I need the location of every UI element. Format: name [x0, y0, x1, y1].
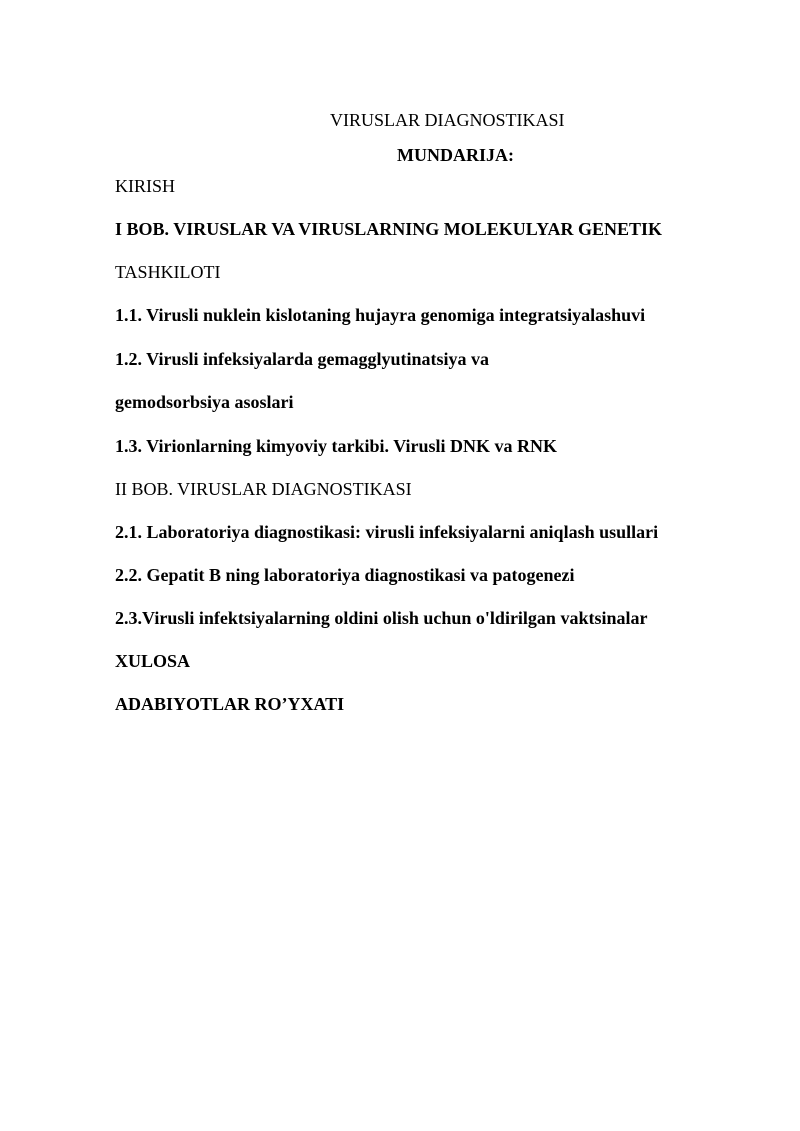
- toc-entry-chapter-2: II BOB. VIRUSLAR DIAGNOSTIKASI: [115, 479, 412, 499]
- toc-entry-1-3: 1.3. Virionlarning kimyoviy tarkibi. Virusli DNK va RNK: [115, 436, 558, 456]
- contents-heading: MUNDARIJA:: [397, 145, 514, 165]
- toc-entry-conclusion: XULOSA: [115, 651, 191, 671]
- toc-entry-2-3: 2.3.Virusli infektsiyalarning oldini olish uchun o'ldirilgan vaktsinalar: [115, 608, 648, 628]
- toc-entry-1-1: 1.1. Virusli nuklein kislotaning hujayra genomiga integratsiyalashuvi: [115, 305, 646, 325]
- toc-entry-chapter-1: I BOB. VIRUSLAR VA VIRUSLARNING MOLEKULYAR GENETIK: [115, 219, 662, 239]
- toc-entry-1-2: 1.2. Virusli infeksiyalarda gemagglyutinatsiya va: [115, 349, 490, 369]
- toc-entry-references: ADABIYOTLAR RO’YXATI: [115, 694, 345, 714]
- document-title: VIRUSLAR DIAGNOSTIKASI: [330, 110, 565, 130]
- toc-entry-1-2-cont: gemodsorbsiya asoslari: [115, 392, 294, 412]
- toc-entry-chapter-1-cont: TASHKILOTI: [115, 262, 221, 282]
- toc-entry-2-2: 2.2. Gepatit B ning laboratoriya diagnostikasi va patogenezi: [115, 565, 575, 585]
- toc-entry-introduction: KIRISH: [115, 176, 176, 196]
- toc-entry-2-1: 2.1. Laboratoriya diagnostikasi: virusli infeksiyalarni aniqlash usullari: [115, 522, 659, 542]
